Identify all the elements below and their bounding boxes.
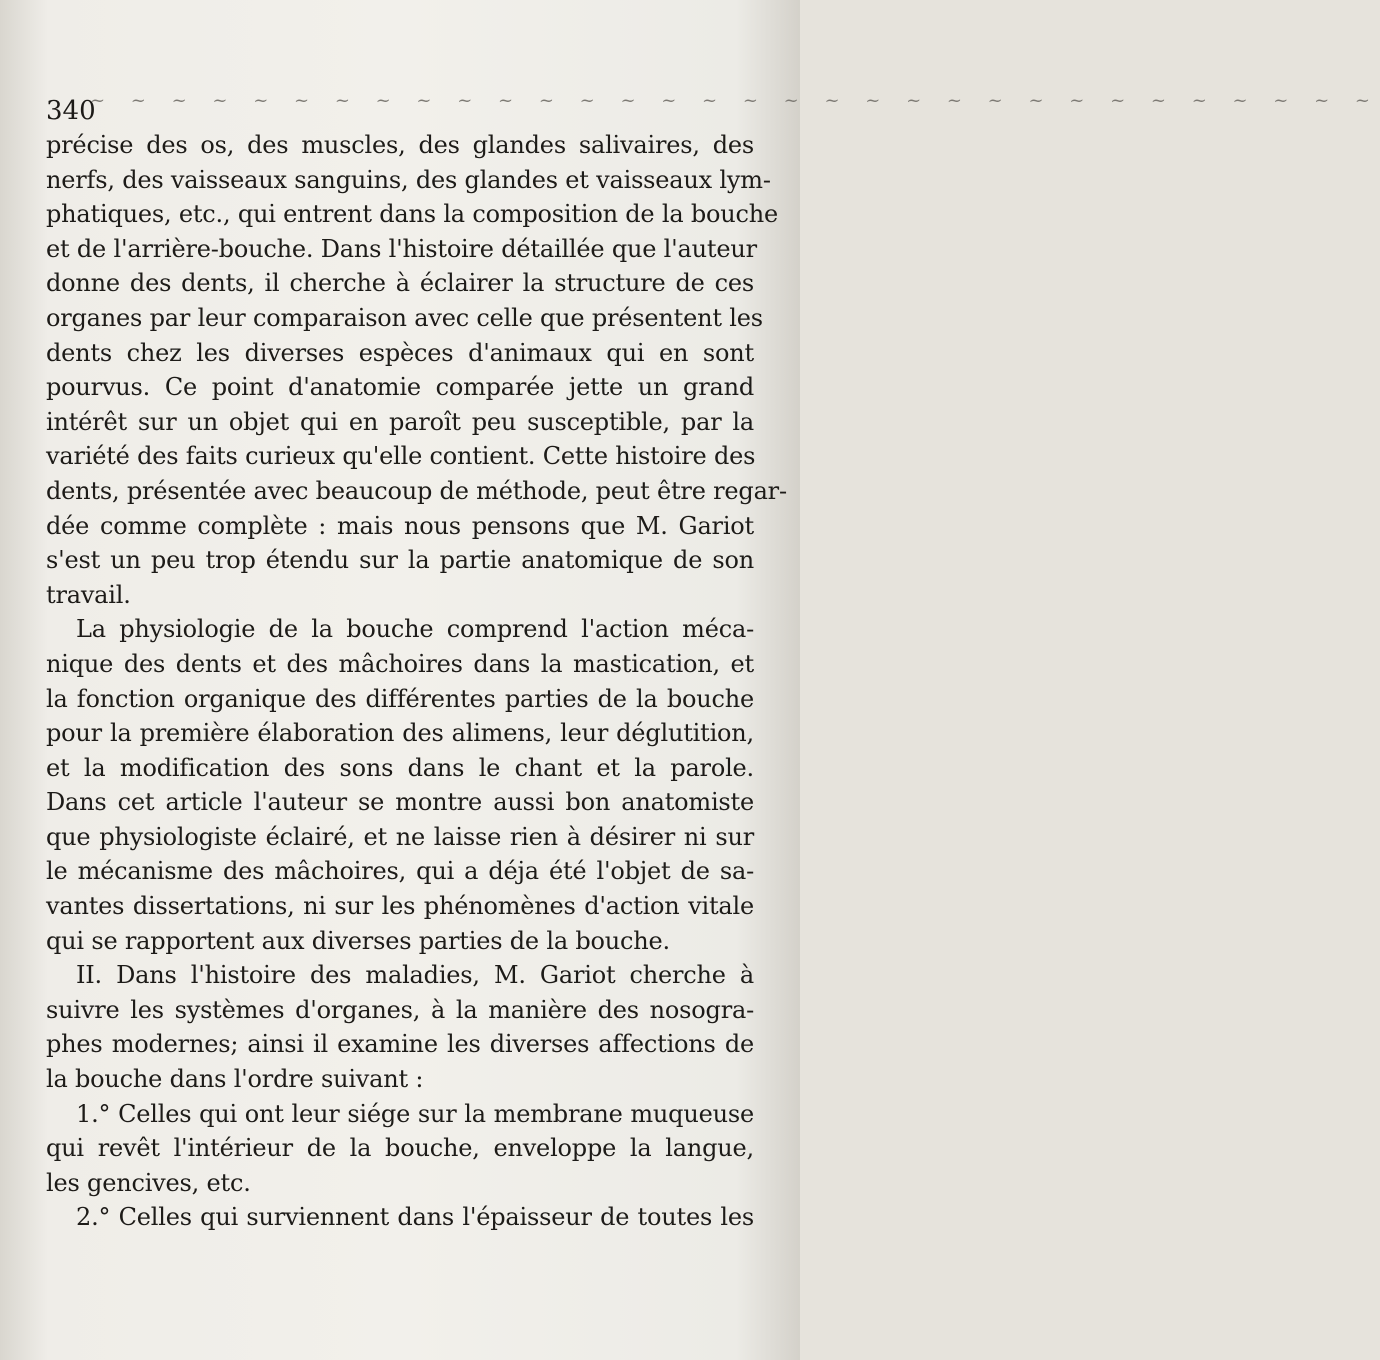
page-number: 340 [46, 96, 96, 126]
text-line: intérêt sur un objet qui en paroît peu susceptible, par la [46, 407, 754, 436]
text-line: que physiologiste éclairé, et ne laisse rien à désirer ni sur [46, 822, 754, 851]
text-line: nerfs, des vaisseaux sanguins, des glandes et vaisseaux lym- [46, 165, 771, 194]
text-line: travail. [46, 580, 131, 609]
text-line: suivre les systèmes d'organes, à la manière des nosogra- [46, 995, 754, 1024]
text-line: donne des dents, il cherche à éclairer la structure de ces [46, 269, 754, 298]
text-line: qui se rapportent aux diverses parties de la bouche. [46, 926, 670, 955]
text-line: organes par leur comparaison avec celle que présentent les [46, 303, 763, 332]
text-line: phes modernes; ainsi il examine les diverses affections de [46, 1030, 754, 1059]
text-line: et de l'arrière-bouche. Dans l'histoire détaillée que l'auteur [46, 234, 757, 263]
text-line: qui revêt l'intérieur de la bouche, enveloppe la langue, [46, 1134, 754, 1163]
text-line: la bouche dans l'ordre suivant : [46, 1065, 424, 1094]
text-line: la fonction organique des différentes parties de la bouche [46, 684, 754, 713]
text-line: Dans cet article l'auteur se montre aussi bon anatomiste [46, 788, 754, 817]
body-text [46, 128, 787, 1235]
text-line: le mécanisme des mâchoires, qui a déja été l'objet de sa- [46, 857, 754, 886]
text-line: précise des os, des muscles, des glandes salivaires, des [46, 131, 754, 159]
text-line: les gencives, etc. [46, 1168, 251, 1197]
header-ornament-rule: ~ ~ ~ ~ ~ ~ ~ ~ ~ ~ ~ ~ ~ ~ ~ ~ ~ ~ ~ ~ ~ ~ ~ ~ ~ ~ ~ ~ ~ ~ ~ ~ [90, 90, 1380, 111]
text-line: dents, présentée avec beaucoup de méthode, peut être regar- [46, 476, 787, 505]
text-line: 1.° Celles qui ont leur siége sur la membrane muqueuse [76, 1099, 754, 1128]
text-line: et la modification des sons dans le chant et la parole. [46, 753, 754, 782]
text-line: phatiques, etc., qui entrent dans la composition de la bouche [46, 200, 779, 229]
text-line: nique des dents et des mâchoires dans la mastication, et [46, 649, 754, 678]
text-line: II. Dans l'histoire des maladies, M. Gariot cherche à [76, 961, 754, 990]
text-line: 2.° Celles qui surviennent dans l'épaisseur de toutes les [76, 1203, 754, 1232]
text-line: dents chez les diverses espèces d'animaux qui en sont [46, 338, 754, 367]
text-line: s'est un peu trop étendu sur la partie anatomique de son [46, 546, 754, 575]
text-line: vantes dissertations, ni sur les phénomènes d'action vitale [46, 892, 754, 921]
text-line: pour la première élaboration des alimens, leur déglutition, [46, 719, 754, 748]
text-line: dée comme complète : mais nous pensons que M. Gariot [46, 511, 754, 540]
text-line: pourvus. Ce point d'anatomie comparée jette un grand [46, 373, 754, 402]
text-line: variété des faits curieux qu'elle contient. Cette histoire des [46, 442, 756, 471]
text-line: La physiologie de la bouche comprend l'action méca- [76, 615, 754, 644]
